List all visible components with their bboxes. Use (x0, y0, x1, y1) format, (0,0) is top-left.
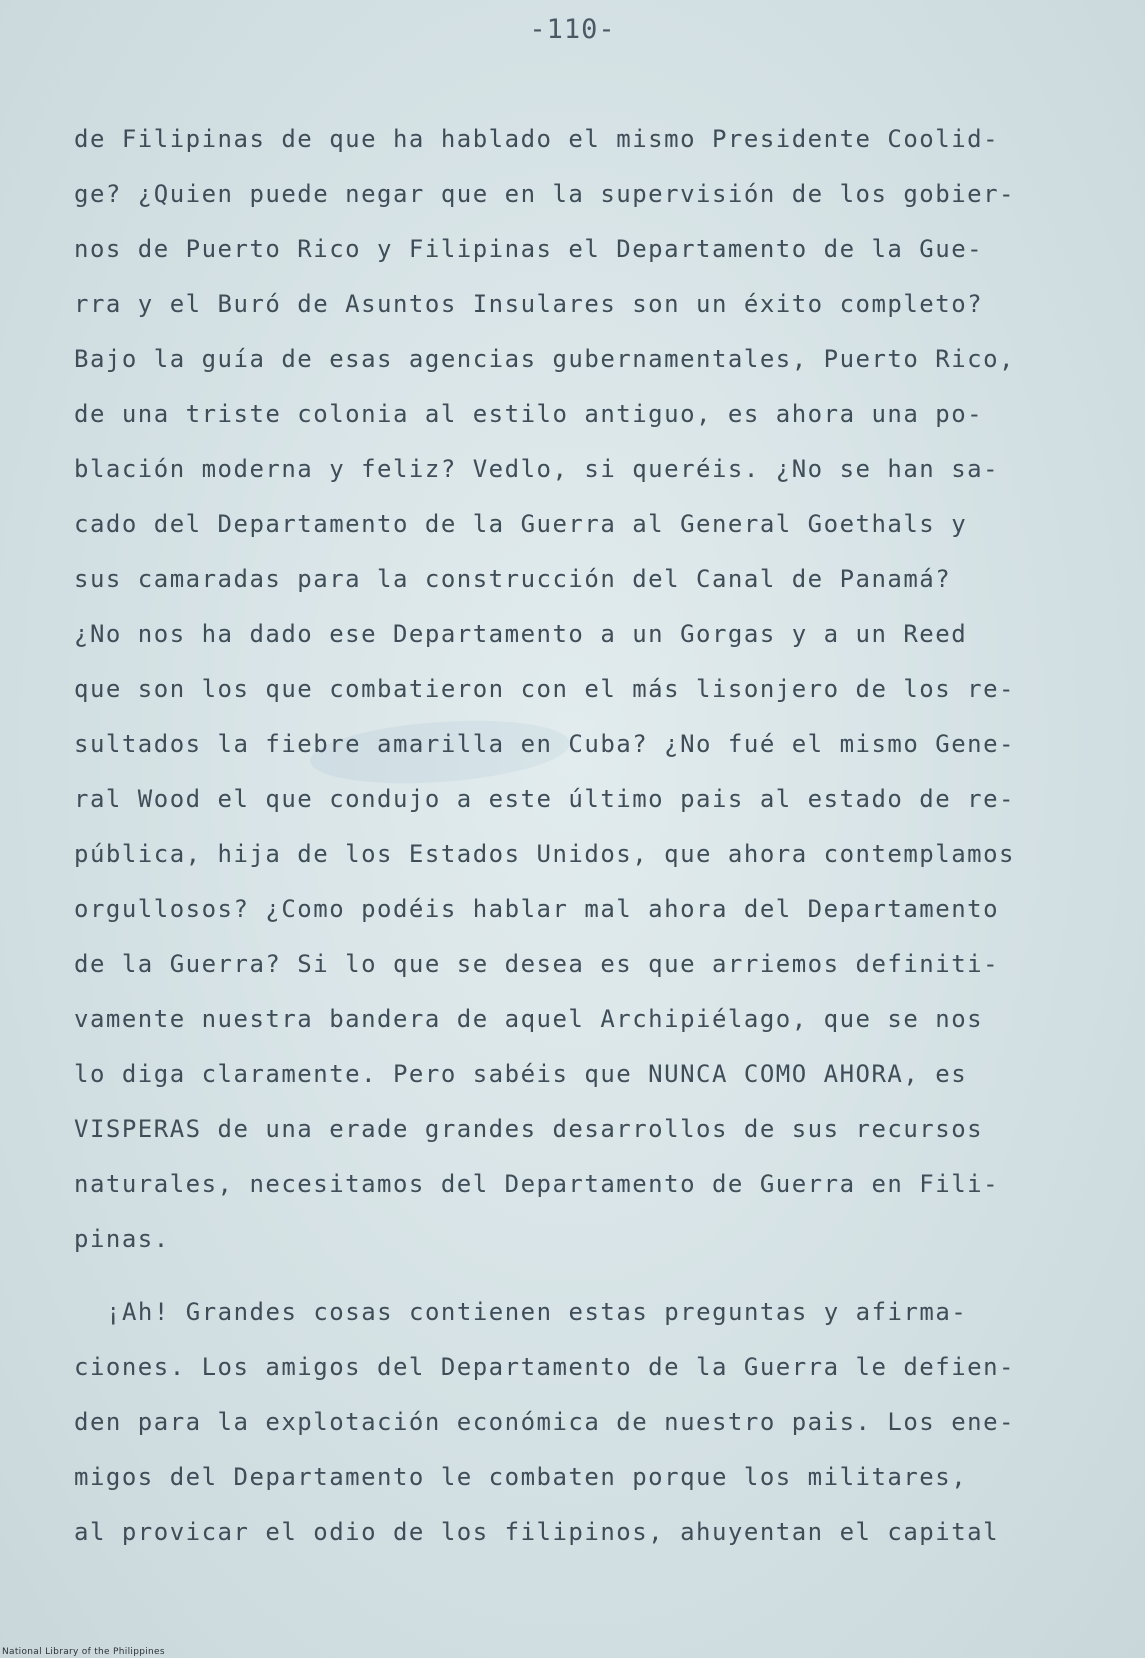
text-line: lo diga claramente. Pero sabéis que NUNCA COMO AHORA, es (74, 1060, 968, 1088)
paragraph-gap (74, 1267, 1074, 1285)
text-line: sultados la fiebre amarilla en Cuba? ¿No fué el mismo Gene- (74, 730, 1016, 758)
text-line: de la Guerra? Si lo que se desea es que arriemos definiti- (74, 950, 1000, 978)
library-credit: National Library of the Philippines (2, 1647, 165, 1657)
text-line: Bajo la guía de esas agencias gubernamentales, Puerto Rico, (74, 345, 1016, 373)
text-line: que son los que combatieron con el más lisonjero de los re- (74, 675, 1016, 703)
text-line: cado del Departamento de la Guerra al General Goethals y (74, 510, 968, 538)
text-line: nos de Puerto Rico y Filipinas el Departamento de la Gue- (74, 235, 984, 263)
text-line: ciones. Los amigos del Departamento de la Guerra le defien- (74, 1353, 1016, 1381)
text-line: de una triste colonia al estilo antiguo, es ahora una po- (74, 400, 984, 428)
text-line: den para la explotación económica de nuestro pais. Los ene- (74, 1408, 1016, 1436)
text-line: pinas. (74, 1225, 170, 1253)
text-line: al provicar el odio de los filipinos, ahuyentan el capital (74, 1518, 1000, 1546)
typewritten-body (74, 112, 1074, 1560)
paragraph-2 (74, 1285, 1074, 1560)
text-line: blación moderna y feliz? Vedlo, si queréis. ¿No se han sa- (74, 455, 1000, 483)
text-line: ge? ¿Quien puede negar que en la supervisión de los gobier- (74, 180, 1016, 208)
text-line: ral Wood el que condujo a este último pais al estado de re- (74, 785, 1016, 813)
text-line: vamente nuestra bandera de aquel Archipiélago, que se nos (74, 1005, 984, 1033)
text-line: pública, hija de los Estados Unidos, que ahora contemplamos (74, 840, 1016, 868)
text-line: orgullosos? ¿Como podéis hablar mal ahora del Departamento (74, 895, 1000, 923)
text-line: de Filipinas de que ha hablado el mismo Presidente Coolid- (74, 125, 1000, 153)
text-line: naturales, necesitamos del Departamento de Guerra en Fili- (74, 1170, 1000, 1198)
text-line: migos del Departamento le combaten porque los militares, (74, 1463, 968, 1491)
text-line: ¿No nos ha dado ese Departamento a un Gorgas y a un Reed (74, 620, 968, 648)
paragraph-1 (74, 112, 1074, 1267)
page-number: -110- (529, 14, 616, 45)
text-line: rra y el Buró de Asuntos Insulares son un éxito completo? (74, 290, 984, 318)
text-line: ¡Ah! Grandes cosas contienen estas preguntas y afirma- (106, 1298, 968, 1326)
text-line: VISPERAS de una erade grandes desarrollos de sus recursos (74, 1115, 984, 1143)
text-line: sus camaradas para la construcción del Canal de Panamá? (74, 565, 952, 593)
